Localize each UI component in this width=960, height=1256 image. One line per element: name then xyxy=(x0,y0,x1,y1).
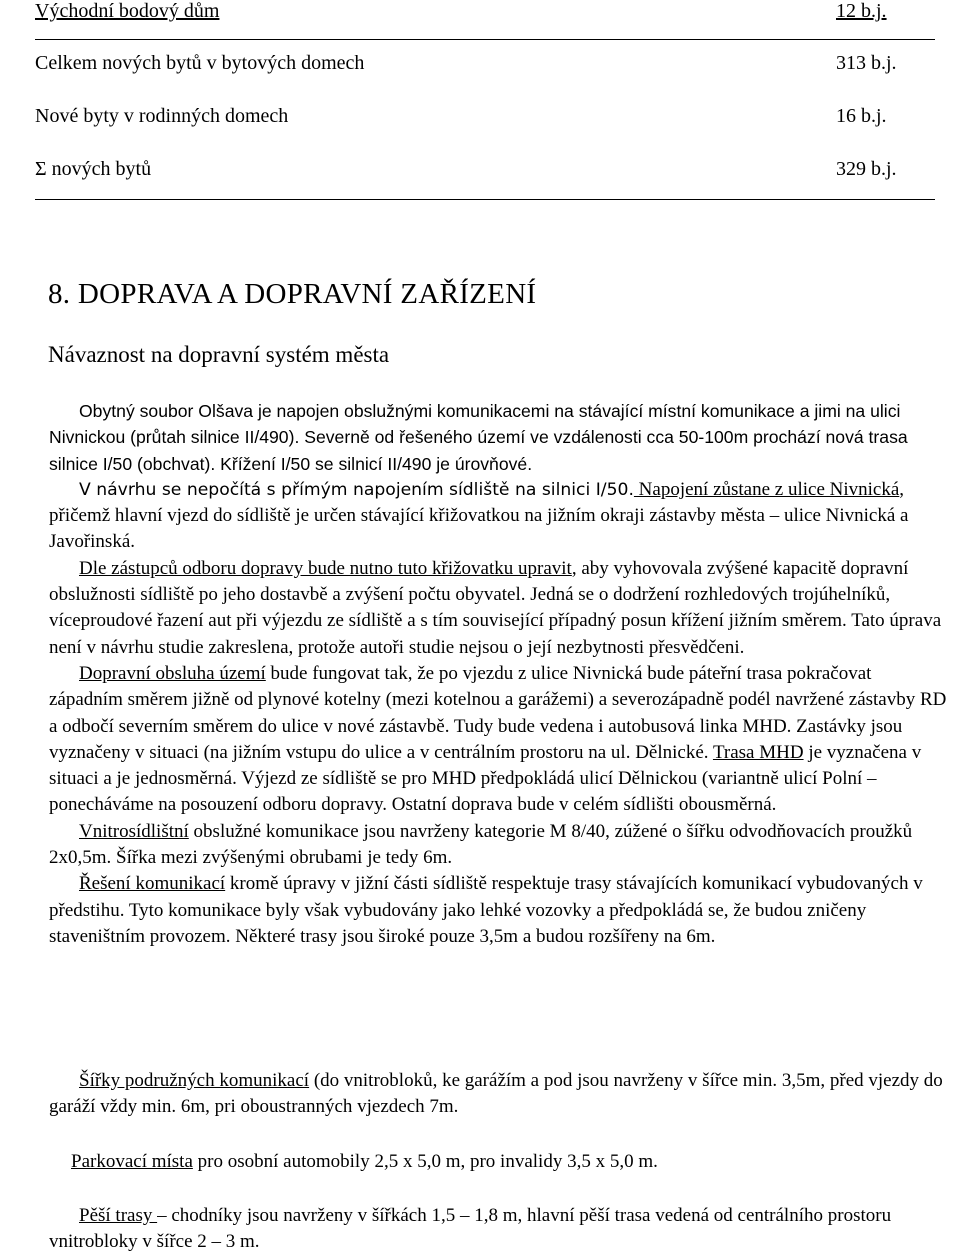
paragraph: Obytný soubor Olšava je napojen obslužnými komunikacemi na stávající místní komunikace a jimi na ulici Nivnickou (průtah silnice II/490). Severně od řešeného území ve vzdálenosti cca 50-100m prochází nová trasa silnice I/50 (obchvat). Křížení I/50 se silnicí II/490 je úrovňové. xyxy=(49,401,908,474)
paragraph: Dopravní obsluha území bude fungovat tak, že po vjezdu z ulice Nivnická bude páteřní trasa pokračovat západním směrem jižně od plynové kotelny (mezi kotelnou a garážemi) a severozápadně podél navržené zástavby RD a odbočí severním směrem do ulice v nové zástavbě. Tudy bude vedena i autobusová linka MHD. Zastávky jsou vyznačeny v situaci (na jižním vstupu do ulice a v centrálním prostoru na ul. Dělnické. Trasa MHD je vyznačena v situaci a je jednosměrná. Výjezd ze sídliště se pro MHD předpokládá ulicí Dělnickou (variantně ulicí Polní – ponecháváme na posouzení odboru dopravy. Ostatní doprava bude v celém sídlišti obousměrná. xyxy=(49,662,947,816)
underlined-phrase: Řešení komunikací xyxy=(79,873,226,895)
section-subtitle: Návaznost na dopravní systém města xyxy=(48,342,390,367)
paragraph: Parkovací místa pro osobní automobily 2,5 x 5,0 m, pro invalidy 3,5 x 5,0 m. xyxy=(71,1151,658,1172)
row-value: 16 b.j. xyxy=(836,105,887,127)
row-value: 329 b.j. xyxy=(836,158,897,180)
paragraph: Vnitrosídlištní obslužné komunikace jsou navrženy kategorie M 8/40, zúžené o šířku odvodňovacích proužků 2x0,5m. Šířka mezi zvýšenými obrubami je tedy 6m. xyxy=(49,820,913,869)
underlined-phrase: Pěší trasy xyxy=(79,1205,158,1226)
underlined-phrase: Dle zástupců odboru dopravy bude nutno tuto křižovatku upravit xyxy=(79,557,572,579)
paragraph: Pěší trasy – chodníky jsou navrženy v šířkách 1,5 – 1,8 m, hlavní pěší trasa vedená od centrálního prostoru vnitrobloky v šířce 2 – 3 m. xyxy=(49,1205,892,1253)
underlined-phrase: Vnitrosídlištní xyxy=(79,820,189,842)
row-value: 313 b.j. xyxy=(836,52,897,74)
row-label: Východní bodový dům xyxy=(35,0,220,22)
body-text xyxy=(49,1068,949,1121)
underlined-phrase: Parkovací místa xyxy=(71,1151,193,1172)
paragraph: Šířky podružných komunikací (do vnitrobloků, ke garážím a pod jsou navrženy v šířce min. 3,5m, před vjezdy do garáží vždy min. 6m, pri oboustranných vjezdech 7m. xyxy=(49,1070,943,1118)
table-row xyxy=(35,146,935,200)
paragraph: V návrhu se nepočítá s přímým napojením sídliště na silnici I/50. Napojení zůstane z ulice Nivnická, přičemž hlavní vjezd do sídliště je určen stávající křižovatkou na jižním okraji zástavby města – ulice Nivnická a Javořinská. xyxy=(49,478,909,553)
section-title: 8. DOPRAVA A DOPRAVNÍ ZAŘÍZENÍ xyxy=(48,278,537,310)
table-divider xyxy=(35,0,935,40)
paragraph: Dle zástupců odboru dopravy bude nutno tuto křižovatku upravit, aby vyhovovala zvýšené kapacitě dopravní obslužnosti sídliště po jeho dostavbě a zvýšení počtu obyvatel. Jedná se o dodržení rozhledových trojúhelníků, víceproudové řazení aut při výjezdu ze sídliště a s tím související případný posun křížení jižním směrem. Tato úprava není v návrhu studie zakreslena, protože autoři studie nejsou o její nezbytnosti přesvědčeni. xyxy=(49,557,942,658)
row-label: Σ nových bytů xyxy=(35,158,152,180)
row-value: 12 b.j. xyxy=(836,0,887,22)
row-label: Celkem nových bytů v bytových domech xyxy=(35,52,365,74)
underlined-phrase: Dopravní obsluha území xyxy=(79,662,266,684)
body-text xyxy=(71,1149,960,1175)
paragraph: Řešení komunikací kromě úpravy v jižní části sídliště respektuje trasy stávajících komunikací vybudovaných v předstihu. Tyto komunikace byly však vybudovány jako lehké vozovky a předpokládá se, že budou zničeny staveništním provozem. Některé trasy jsou široké pouze 3,5m a budou rozšířeny na 6m. xyxy=(49,873,923,947)
row-label: Nové byty v rodinných domech xyxy=(35,105,289,127)
body-text xyxy=(49,1203,949,1256)
underlined-phrase: Šířky podružných komunikací xyxy=(79,1070,310,1091)
underlined-phrase: Trasa MHD xyxy=(712,741,804,763)
table-row xyxy=(35,93,935,146)
table-row xyxy=(35,40,935,93)
underlined-phrase: Napojení zůstane z ulice Nivnická xyxy=(633,478,900,500)
body-text xyxy=(49,398,949,950)
